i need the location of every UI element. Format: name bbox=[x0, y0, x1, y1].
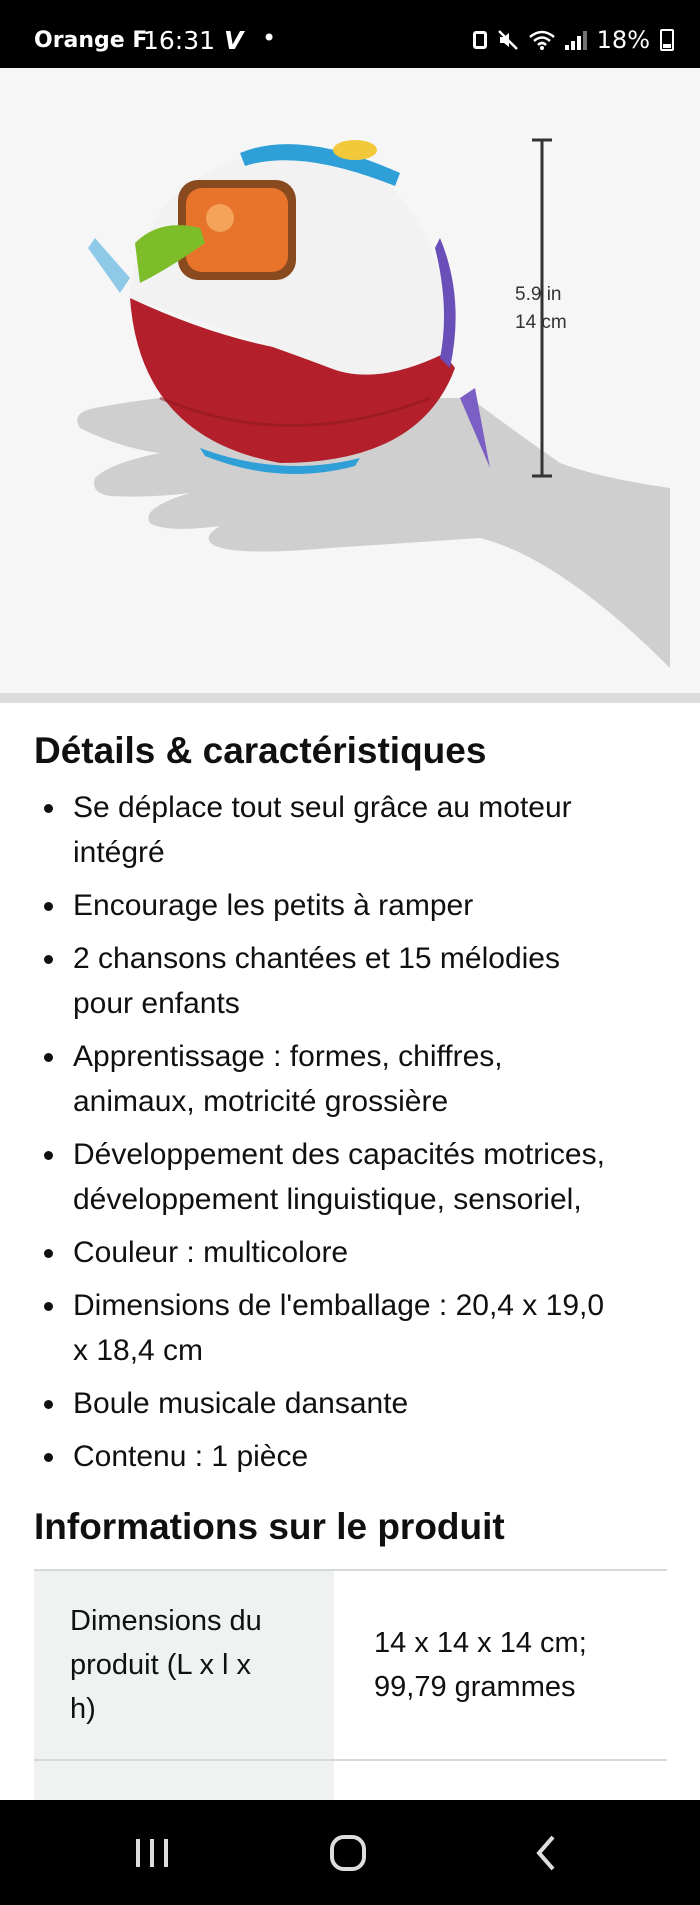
row-label: Dimensions du produit (L x l x h) bbox=[34, 1571, 334, 1759]
row-value: 14 x 14 x 14 cm; 99,79 grammes bbox=[374, 1627, 587, 1703]
back-icon[interactable] bbox=[516, 1830, 576, 1876]
feature-item: 2 chansons chantées et 15 mélodies pour enfants bbox=[34, 936, 674, 1026]
feature-item: Développement des capacités motrices, développement linguistique, sensoriel, bbox=[34, 1132, 674, 1222]
carrier-app-icon: V bbox=[224, 26, 244, 55]
status-icons bbox=[473, 26, 674, 54]
product-photo bbox=[0, 68, 700, 693]
wifi-icon bbox=[529, 29, 555, 51]
recent-apps-icon[interactable] bbox=[122, 1830, 182, 1876]
feature-item: Contenu : 1 pièce bbox=[34, 1434, 674, 1479]
mute-icon bbox=[497, 29, 519, 51]
feature-item: Apprentissage : formes, chiffres, animaux, motricité grossière bbox=[34, 1034, 674, 1124]
product-image[interactable] bbox=[0, 68, 700, 693]
feature-item: Couleur : multicolore bbox=[34, 1230, 674, 1275]
measure-inches: 5.9 in bbox=[515, 284, 562, 305]
details-title: Détails & caractéristiques bbox=[34, 730, 487, 771]
features-list bbox=[34, 785, 674, 1487]
product-info-title: Informations sur le produit bbox=[34, 1506, 505, 1547]
carrier-name: Orange F bbox=[34, 28, 148, 53]
product-info-table bbox=[34, 1569, 667, 1801]
navigation-bar bbox=[0, 1800, 700, 1905]
signal-icon bbox=[565, 30, 587, 50]
feature-item: Dimensions de l'emballage : 20,4 x 19,0 x 18,4 cm bbox=[34, 1283, 674, 1373]
feature-item: Boule musicale dansante bbox=[34, 1381, 674, 1426]
battery-icon bbox=[660, 29, 674, 51]
battery-level: 18% bbox=[596, 26, 650, 54]
lock-icon bbox=[473, 31, 487, 49]
table-row bbox=[34, 1571, 667, 1761]
section-divider bbox=[0, 693, 700, 703]
home-icon[interactable] bbox=[318, 1830, 378, 1876]
status-bar bbox=[0, 0, 700, 68]
clock: 16:31 bbox=[143, 26, 216, 55]
table-row bbox=[34, 1761, 667, 1801]
notification-dot: • bbox=[262, 24, 277, 52]
measure-cm: 14 cm bbox=[515, 312, 567, 333]
feature-item: Se déplace tout seul grâce au moteur intégré bbox=[34, 785, 674, 875]
feature-item: Encourage les petits à ramper bbox=[34, 883, 674, 928]
